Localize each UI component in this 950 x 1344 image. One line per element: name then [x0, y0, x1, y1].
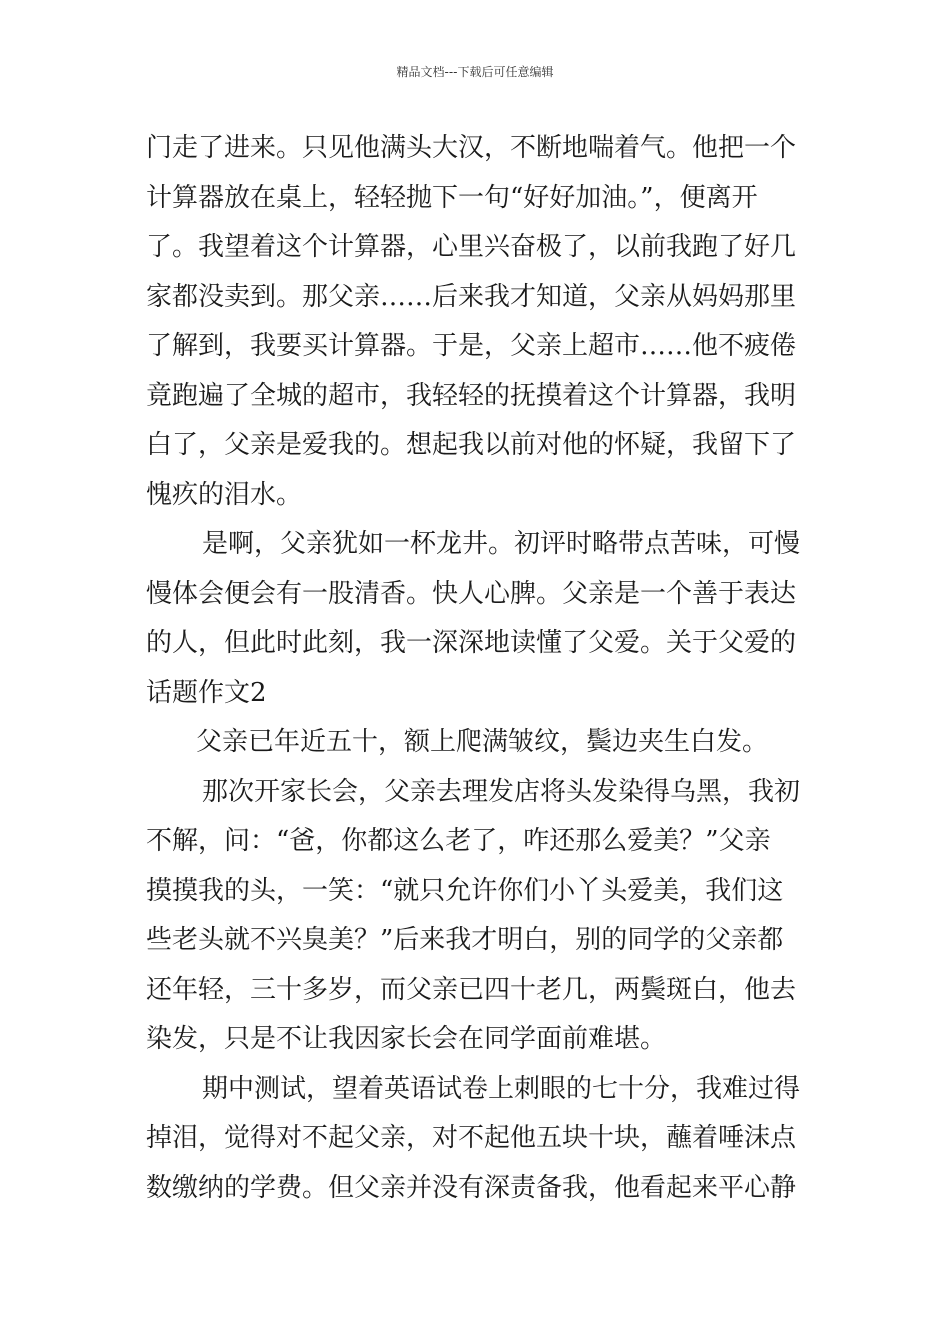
paragraph-start-line: 那次开家长会，父亲去理发店将头发染得乌黑，我初 [202, 776, 801, 807]
article-body [146, 124, 810, 1213]
text-line: 竟跑遍了全城的超市，我轻轻的抚摸着这个计算器，我明 [146, 380, 797, 411]
text-line: 白了，父亲是爱我的。想起我以前对他的怀疑，我留下了 [146, 430, 797, 460]
text-line: 话题作文2 [146, 677, 267, 708]
text-line: 不解，问：“爸，你都这么老了，咋还那么爱美？”父亲 [146, 826, 771, 856]
text-line: 数缴纳的学费。但父亲并没有深责备我，他看起来平心静 [146, 1172, 797, 1203]
text-line: 愧疚的泪水。 [146, 479, 303, 510]
text-line: 染发，只是不让我因家长会在同学面前难堪。 [146, 1024, 667, 1054]
text-line: 慢体会便会有一股清香。快人心脾。父亲是一个善于表达 [146, 578, 797, 609]
page-header: 精品文档---下载后可任意编辑 [396, 65, 554, 79]
paragraph-start-line: 是啊，父亲犹如一杯龙井。初评时略带点苦味，可慢 [202, 529, 801, 559]
text-line: 掉泪，觉得对不起父亲，对不起他五块十块，蘸着唾沫点 [146, 1123, 797, 1153]
text-line: 门走了进来。只见他满头大汉，不断地喘着气。他把一个 [146, 133, 797, 163]
text-line: 计算器放在桌上，轻轻抛下一句“好好加油。”，便离开 [146, 182, 758, 213]
text-line: 了。我望着这个计算器，心里兴奋极了，以前我跑了好几 [146, 232, 797, 262]
paragraph-start-line: 期中测试，望着英语试卷上刺眼的七十分，我难过得 [202, 1073, 801, 1104]
paragraph-start-line: 父亲已年近五十，额上爬满皱纹，鬓边夹生白发。 [196, 727, 769, 757]
text-line: 些老头就不兴臭美？”后来我才明白，别的同学的父亲都 [146, 925, 784, 955]
text-line: 家都没卖到。那父亲……后来我才知道，父亲从妈妈那里 [146, 281, 797, 312]
text-line: 摸摸我的头，一笑：“就只允许你们小丫头爱美，我们这 [146, 875, 784, 906]
text-line: 还年轻，三十多岁，而父亲已四十老几，两鬓斑白，他去 [146, 974, 797, 1005]
text-line: 了解到，我要买计算器。于是，父亲上超市……他不疲倦 [146, 331, 797, 361]
text-line: 的人，但此时此刻，我一深深地读懂了父爱。关于父爱的 [146, 628, 797, 658]
